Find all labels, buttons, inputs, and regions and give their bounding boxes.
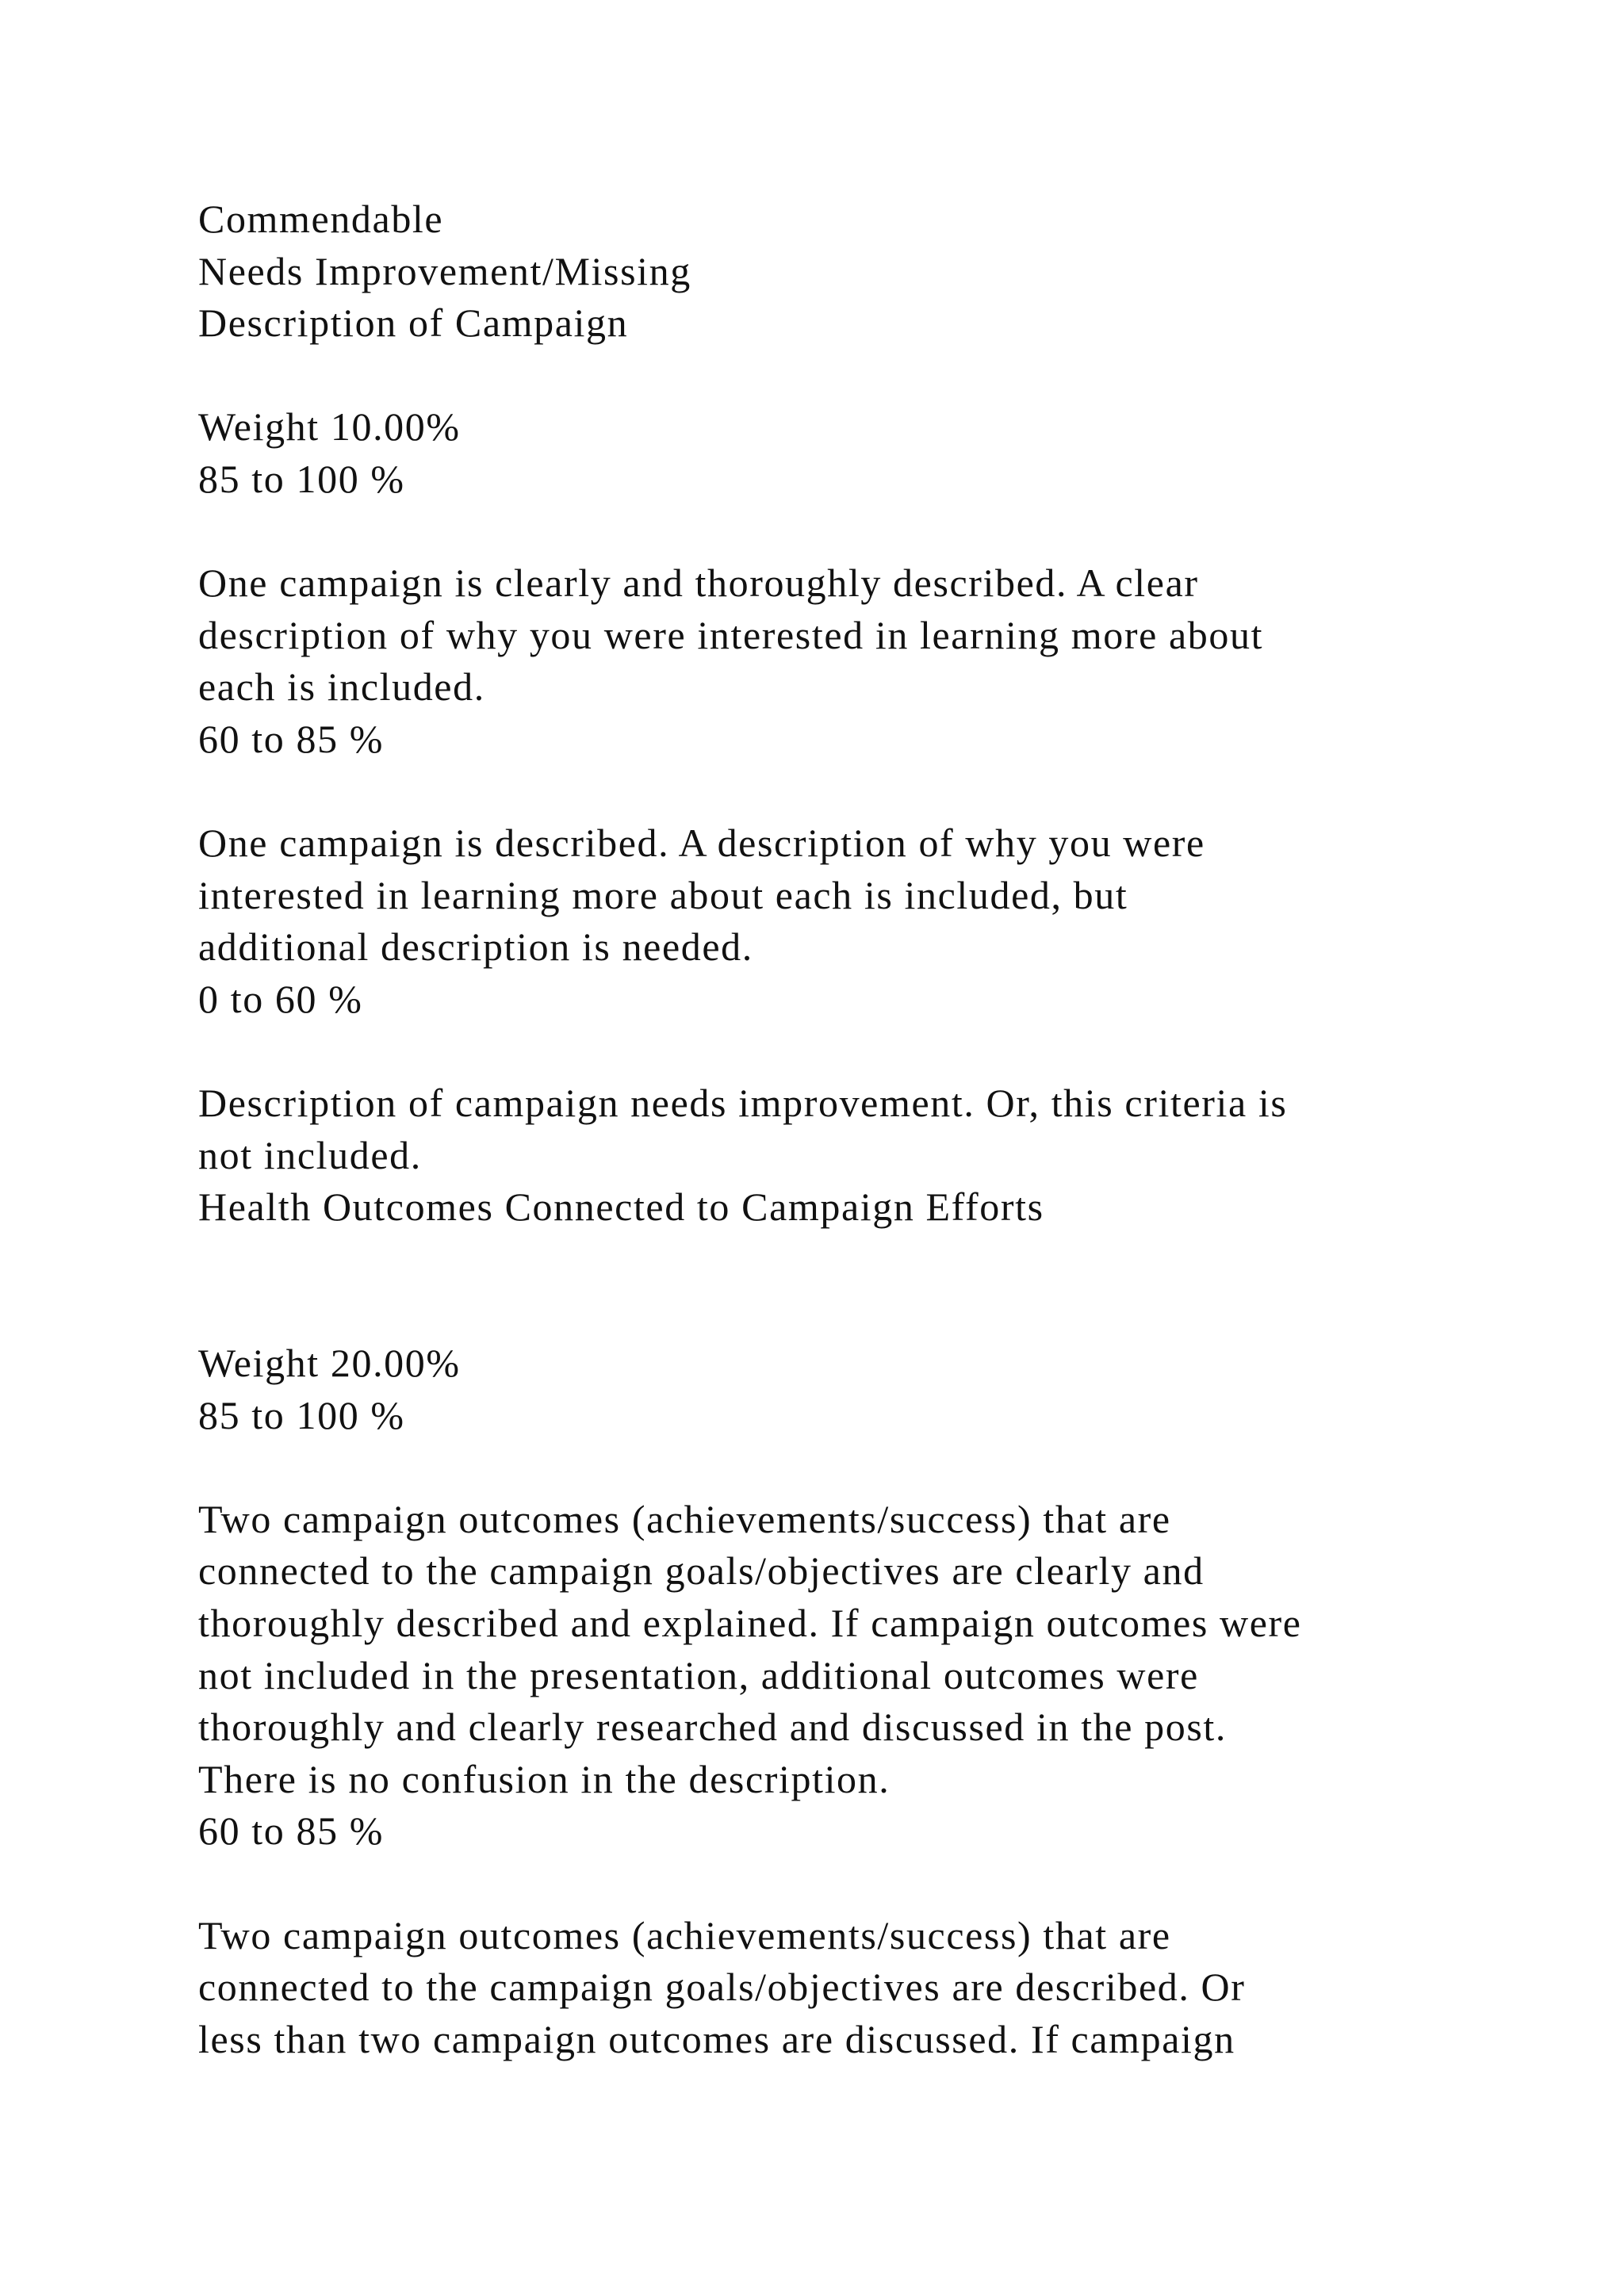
text-line: Two campaign outcomes (achievements/success) that are — [198, 1496, 1171, 1541]
text-line: 85 to 100 % — [198, 1392, 405, 1437]
blank-line — [198, 1441, 1546, 1494]
blank-line — [198, 1285, 1546, 1337]
text-line: 0 to 60 % — [198, 976, 363, 1021]
text-line: Needs Improvement/Missing — [198, 248, 691, 293]
text-line: One campaign is clearly and thoroughly described. A clear — [198, 561, 1199, 606]
text-line: not included in the presentation, additional outcomes were — [198, 1652, 1199, 1697]
text-line: not included. — [198, 1132, 422, 1177]
text-line: One campaign is described. A description of why you were — [198, 821, 1205, 866]
text-line: Description of campaign needs improvement. Or, this criteria is — [198, 1081, 1288, 1126]
blank-line — [198, 350, 1546, 402]
text-line: Two campaign outcomes (achievements/success) that are — [198, 1912, 1171, 1957]
document-page — [198, 193, 1546, 2065]
text-line: description of why you were interested in learning more about — [198, 612, 1264, 657]
text-line: less than two campaign outcomes are discussed. If campaign — [198, 2016, 1235, 2061]
text-line: 60 to 85 % — [198, 716, 385, 761]
text-line: each is included. — [198, 664, 485, 710]
text-line: 60 to 85 % — [198, 1808, 385, 1854]
text-line: connected to the campaign goals/objectives are clearly and — [198, 1548, 1205, 1594]
text-line: There is no confusion in the description. — [198, 1756, 891, 1801]
blank-line — [198, 506, 1546, 558]
text-line: Commendable — [198, 197, 444, 241]
text-line: thoroughly described and explained. If campaign outcomes were — [198, 1601, 1302, 1646]
text-line: Weight 20.00% — [198, 1341, 461, 1386]
text-line: 85 to 100 % — [198, 456, 405, 501]
text-line: interested in learning more about each is included, but — [198, 872, 1128, 917]
text-line: Description of Campaign — [198, 300, 629, 346]
blank-line — [198, 1858, 1546, 1910]
text-line: Weight 10.00% — [198, 404, 461, 450]
blank-line — [198, 1026, 1546, 1078]
blank-line — [198, 766, 1546, 818]
text-line: connected to the campaign goals/objectives are described. Or — [198, 1965, 1246, 2010]
text-line: thoroughly and clearly researched and discussed in the post. — [198, 1705, 1228, 1750]
blank-line — [198, 1234, 1546, 1286]
text-line: additional description is needed. — [198, 924, 753, 970]
text-line: Health Outcomes Connected to Campaign Efforts — [198, 1184, 1044, 1230]
